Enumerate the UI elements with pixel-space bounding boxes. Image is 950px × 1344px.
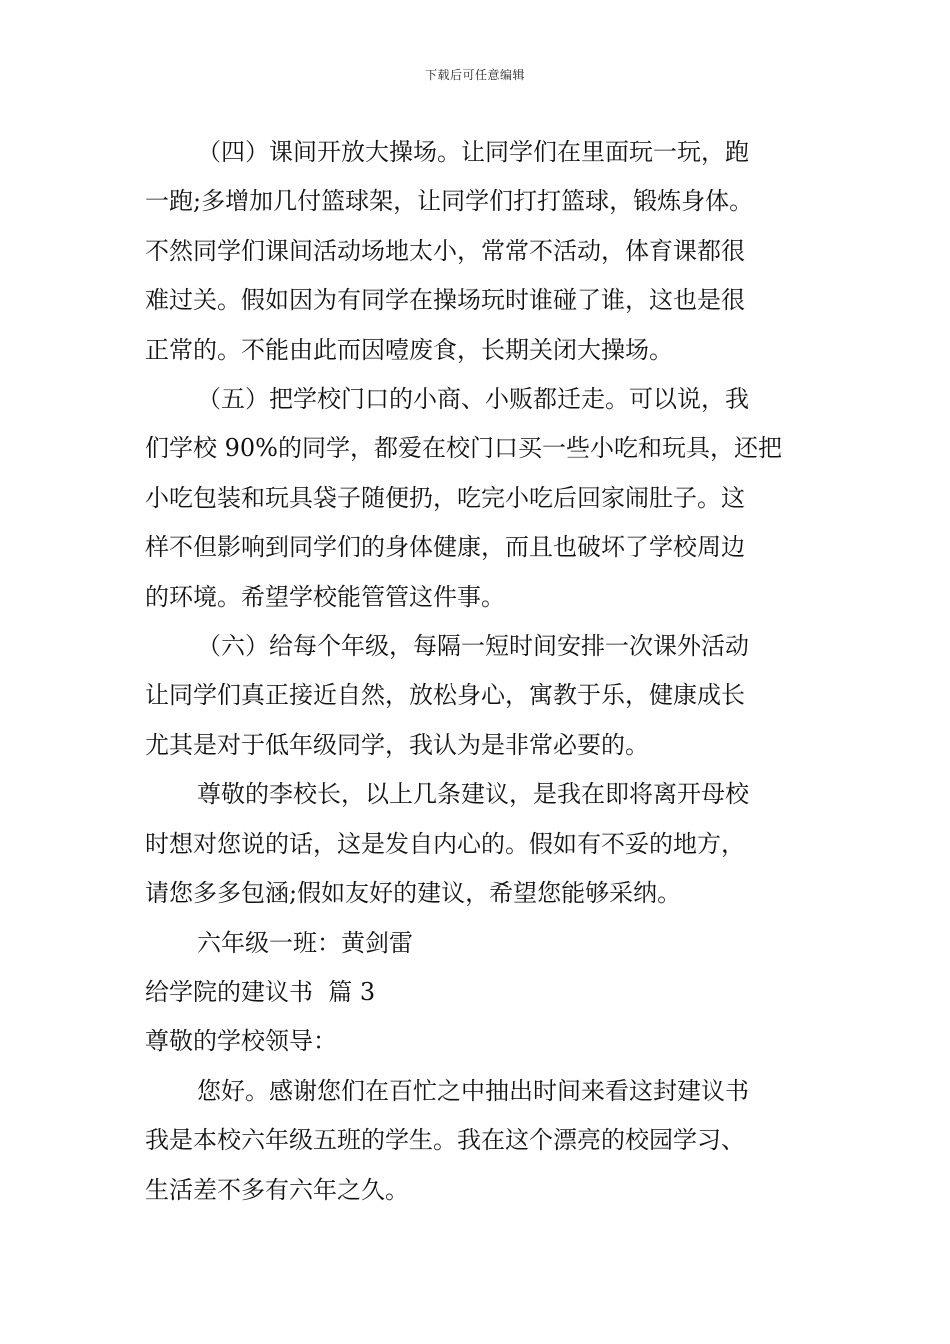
signature-line: 六年级一班：黄剑雷	[197, 928, 413, 957]
page-header-note: 下载后可任意编辑	[424, 68, 525, 82]
salutation	[145, 1017, 805, 1066]
text-line: 我是本校六年级五班的学生。我在这个漂亮的校园学习、	[145, 1126, 745, 1155]
text-line: 尤其是对于低年级同学，我认为是非常必要的。	[145, 730, 649, 759]
text-line: 生活差不多有六年之久。	[145, 1175, 409, 1204]
signature	[145, 919, 805, 968]
text-line: 们学校 90%的同学，都爱在校门口买一些小吃和玩具，还把	[145, 434, 782, 463]
text-line: （六）给每个年级，每隔一短时间安排一次课外活动	[197, 632, 749, 661]
text-line: 样不但影响到同学们的身体健康，而且也破坏了学校周边	[145, 533, 745, 562]
text-line: 您好。感谢您们在百忙之中抽出时间来看这封建议书	[197, 1076, 749, 1105]
text-line: （五）把学校门口的小商、小贩都迁走。可以说，我	[197, 385, 749, 414]
text-line: 的环境。希望学校能管管这件事。	[145, 582, 505, 611]
text-line: 小吃包装和玩具袋子随便扔，吃完小吃后回家闹肚子。这	[145, 483, 745, 512]
text-line: 一跑;多增加几付篮球架，让同学们打打篮球，锻炼身体。	[145, 187, 754, 216]
text-line: 尊敬的李校长，以上几条建议，是我在即将离开母校	[197, 780, 749, 809]
paragraph-greeting	[145, 1067, 805, 1215]
text-line: 时想对您说的话，这是发自内心的。假如有不妥的地方，	[145, 829, 745, 858]
text-line: 让同学们真正接近自然，放松身心，寓教于乐，健康成长	[145, 681, 745, 710]
text-line: 正常的。不能由此而因噎废食，长期关闭大操场。	[145, 335, 673, 364]
paragraph-suggestion-5	[145, 375, 805, 622]
text-line: 请您多多包涵;假如友好的建议，希望您能够采纳。	[145, 879, 682, 908]
paragraph-suggestion-6	[145, 622, 805, 770]
text-line: 不然同学们课间活动场地太小，常常不活动，体育课都很	[145, 236, 745, 265]
paragraph-closing	[145, 770, 805, 918]
section-title-line: 给学院的建议书 篇 3	[145, 977, 376, 1006]
section-title	[145, 968, 805, 1017]
document-body	[145, 128, 805, 1215]
text-line: （四）课间开放大操场。让同学们在里面玩一玩，跑	[197, 138, 749, 166]
paragraph-suggestion-4	[145, 128, 805, 375]
text-line: 难过关。假如因为有同学在操场玩时谁碰了谁，这也是很	[145, 286, 745, 315]
salutation-line: 尊敬的学校领导：	[145, 1027, 337, 1056]
